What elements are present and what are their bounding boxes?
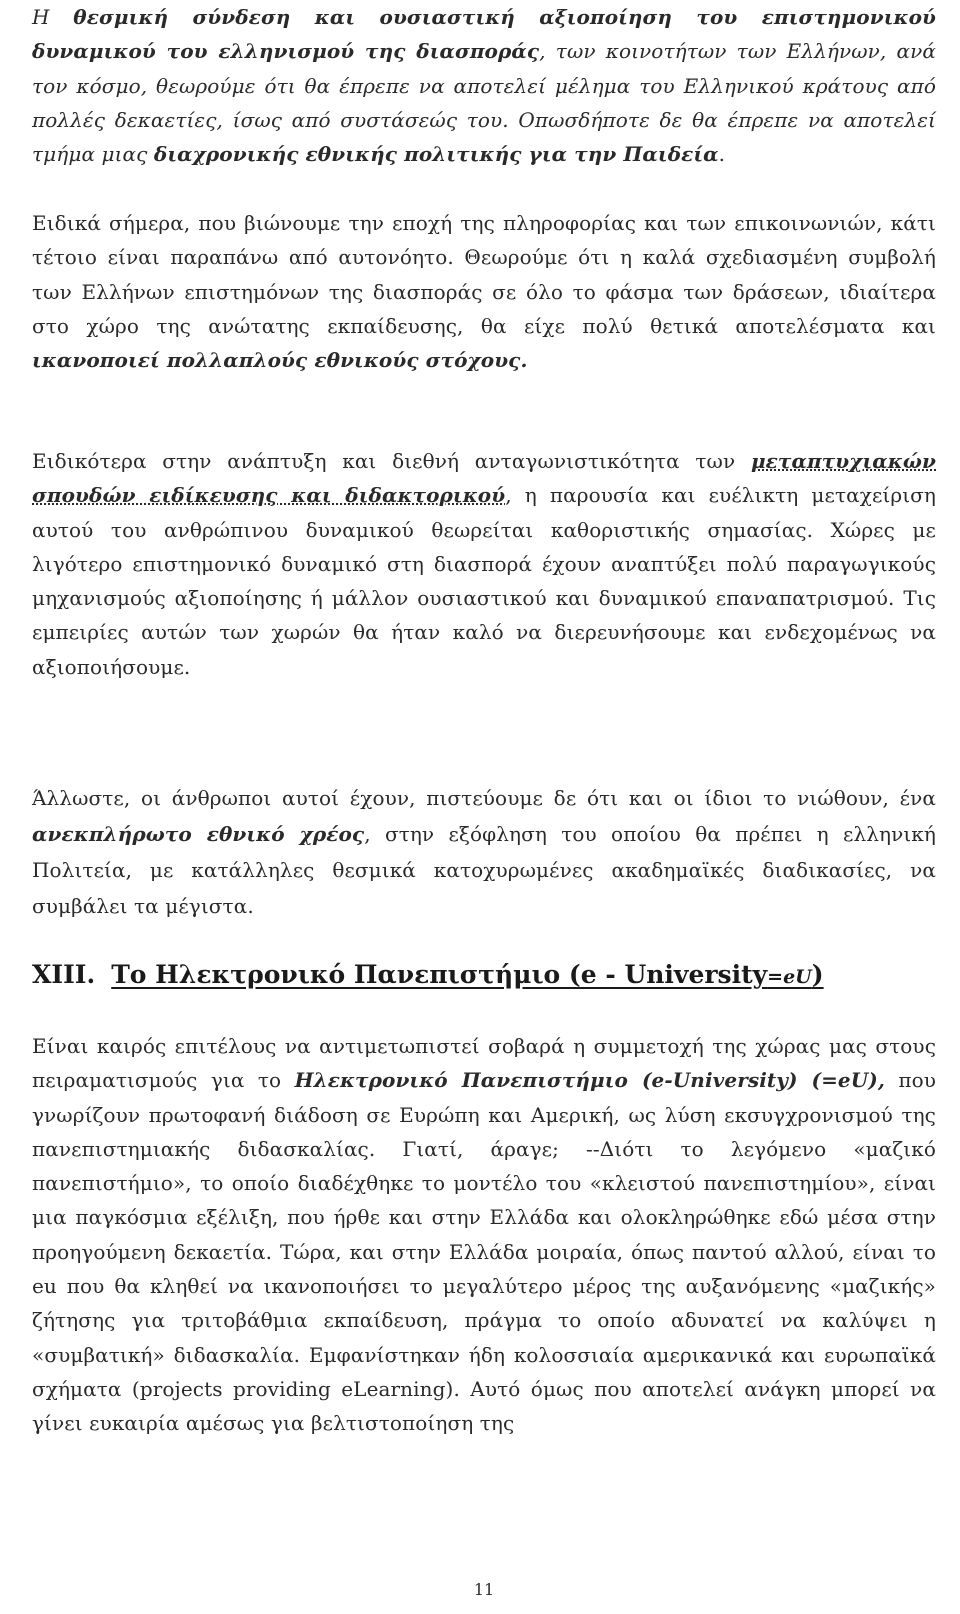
paragraph-text: , στην εξόφληση του οποίου θα πρέπει η ελληνική Πολιτεία, με κατάλληλες θεσμικά κατοχυρωμένες ακαδημαϊκές διαδικασίες, να συμβάλει τα μέγιστα. (32, 822, 936, 918)
section-title-text: Το Ηλεκτρονικό Πανεπιστήμιο (e - University (111, 960, 768, 989)
paragraph-text: Ειδικότερα στην ανάπτυξη και διεθνή ανταγωνιστικότητα των (32, 449, 751, 473)
paragraph-postgraduate (32, 444, 936, 684)
paragraph-e-university (32, 1029, 936, 1441)
emphasis-text: ικανοποιεί πολλαπλούς εθνικούς στόχους. (32, 348, 528, 373)
section-title (111, 960, 823, 989)
paragraph-text: Ειδικά σήμερα, που βιώνουμε την εποχή της πληροφορίας και των επικοινωνιών, κάτι τέτοιο είναι παραπάνω από αυτονόητο. Θεωρούμε ότι η καλά σχεδιασμένη συμβολή των Ελλήνων επιστημόνων της διασποράς σε όλο το φάσμα των δράσεων, ιδιαίτερα στο χώρο της ανώτατης εκπαίδευσης, θα είχε πολύ θετικά αποτελέσματα και (32, 211, 936, 338)
paragraph-text: Η (32, 5, 74, 29)
page-number: 11 (473, 1580, 495, 1599)
emphasis-text: ανεκπλήρωτο εθνικό χρέος (32, 822, 365, 846)
paragraph-text: Άλλωστε, οι άνθρωποι αυτοί έχουν, πιστεύουμε δε ότι και οι ίδιοι το νιώθουν, ένα (32, 786, 936, 810)
section-heading (32, 960, 824, 989)
section-title-abbreviation: =eU (767, 966, 812, 988)
emphasis-text: Ηλεκτρονικό Πανεπιστήμιο (e-University) (=eU), (294, 1068, 885, 1093)
paragraph-text: , των κοινοτήτων των Ελλήνων, ανά τον κόσμο, θεωρούμε ότι θα έπρεπε να αποτελεί μέλημα του Ελληνικού κράτους από πολλές δεκαετίες, ίσως από συστάσεώς του. Οπωσδήποτε δε θα έπρεπε να αποτελεί τμήμα μιας (32, 39, 936, 167)
paragraph-national-debt (32, 780, 936, 924)
section-title-text: ) (811, 960, 824, 989)
document-page (32, 0, 936, 1614)
section-number: XIII. (32, 960, 96, 989)
paragraph-text: . (718, 142, 726, 167)
paragraph-diaspora-intro (32, 0, 936, 171)
emphasis-text: θεσμική σύνδεση και ουσιαστική αξιοποίηση του επιστημονικού δυναμικού του ελληνισμού της διασποράς (32, 5, 936, 64)
emphasis-text: μεταπτυχιακών σπουδών ειδίκευσης και διδακτορικού (32, 449, 936, 508)
paragraph-text: Είναι καιρός επιτέλους να αντιμετωπιστεί σοβαρά η συμμετοχή της χώρας μας στους πειραματισμούς για το (32, 1034, 936, 1093)
paragraph-information-age (32, 206, 936, 377)
emphasis-text: διαχρονικής εθνικής πολιτικής για την Παιδεία (153, 142, 719, 167)
paragraph-text: που γνωρίζουν πρωτοφανή διάδοση σε Ευρώπη και Αμερική, ως λύση εκσυγχρονισμού της πανεπιστημιακής διδασκαλίας. Γιατί, άραγε; --Διότι το λεγόμενο «μαζικό πανεπιστήμιο», το οποίο διαδέχθηκε το μοντέλο του «κλειστού πανεπιστημίου», είναι μια παγκόσμια εξέλιξη, που ήρθε και στην Ελλάδα και ολοκληρώθηκε εδώ μέσα στην προηγούμενη δεκαετία. Τώρα, και στην Ελλάδα μοιραία, όπως παντού αλλού, είναι το eu που θα κληθεί να ικανοποιήσει το μεγαλύτερο μέρος της αυξανόμενης «μαζικής» ζήτησης για τριτοβάθμια εκπαίδευση, πράγμα το οποίο αδυνατεί να καλύψει η «συμβατική» διδασκαλία. Εμφανίστηκαν ήδη κολοσσιαία αμερικανικά και ευρωπαϊκά σχήματα (projects providing eLearning). Αυτό όμως που αποτελεί ανάγκη μπορεί να γίνει ευκαιρία αμέσως για βελτιστοποίηση της (32, 1068, 936, 1436)
paragraph-text: , η παρουσία και ευέλικτη μεταχείριση αυτού του ανθρώπινου δυναμικού θεωρείται καθοριστικής σημασίας. Χώρες με λιγότερο επιστημονικό δυναμικό στη διασπορά έχουν αναπτύξει πολύ παραγωγικούς μηχανισμούς αξιοποίησης ή μάλλον ουσιαστικού και δυναμικού επαναπατρισμού. Τις εμπειρίες αυτών των χωρών θα ήταν καλό να διερευνήσουμε και ενδεχομένως να αξιοποιήσουμε. (32, 483, 936, 679)
